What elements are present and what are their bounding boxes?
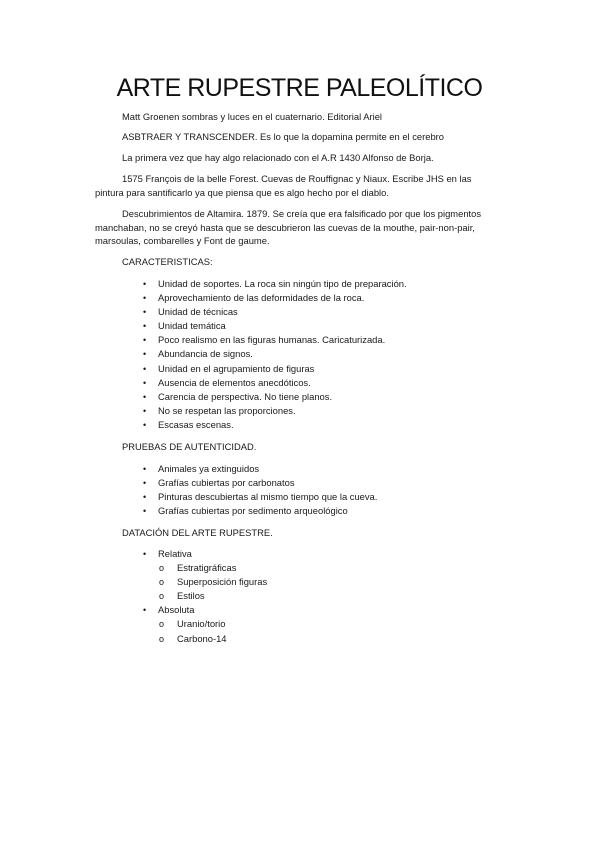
paragraph-abstraer: ASBTRAER Y TRANSCENDER. Es lo que la dopamina permite en el cerebro [122, 131, 445, 142]
list-item: • Pinturas descubiertas al mismo tiempo que la cueva. [140, 490, 377, 504]
heading-pruebas: PRUEBAS DE AUTENTICIDAD. [122, 441, 257, 452]
bullet-icon: • [143, 321, 147, 332]
list-item: • Grafías cubiertas por carbonatos [140, 476, 377, 490]
bullet-icon: • [143, 279, 147, 289]
circle-bullet-icon: o [159, 577, 165, 588]
list-item: • Abundancia de signos. [140, 347, 407, 361]
list-caracteristicas [140, 277, 407, 432]
bullet-icon: • [143, 293, 147, 304]
sublist-item: o Uranio/torio [156, 617, 267, 631]
list-item: • Ausencia de elementos anecdóticos. [140, 376, 407, 390]
sublist-item: o Superposición figuras [156, 575, 267, 589]
list-item: • Grafías cubiertas por sedimento arqueológico [140, 504, 377, 518]
circle-bullet-icon: o [159, 619, 165, 630]
sublist-item: o Estilos [156, 589, 267, 603]
list-pruebas [140, 462, 377, 518]
list-item-relativa: • Relativa [140, 547, 267, 561]
sublist-item: o Estratigráficas [156, 561, 267, 575]
list-item: • Poco realismo en las figuras humanas. Caricaturizada. [140, 333, 407, 347]
bullet-icon: • [143, 307, 147, 318]
list-item: • Unidad temática [140, 319, 407, 333]
paragraph-1575: 1575 François de la belle Forest. Cuevas de Rouffignac y Niaux. Escribe JHS en las pintura para santificarlo ya que piensa que es algo hecho por el diablo. [95, 173, 472, 198]
list-item: • Unidad de técnicas [140, 305, 407, 319]
paragraph-primera-vez: La primera vez que hay algo relacionado con el A.R 1430 Alfonso de Borja. [122, 152, 434, 163]
bullet-icon: • [143, 349, 147, 360]
bullet-icon: • [143, 492, 147, 503]
bullet-icon: • [143, 549, 147, 559]
bullet-icon: • [143, 419, 147, 430]
heading-datacion: DATACIÓN DEL ARTE RUPESTRE. [122, 527, 273, 538]
list-datacion [140, 547, 267, 646]
circle-bullet-icon: o [159, 563, 165, 574]
circle-bullet-icon: o [159, 633, 165, 644]
document-title: ARTE RUPESTRE PALEOLÍTICO [116, 74, 483, 102]
list-item-absoluta: • Absoluta [140, 603, 267, 617]
paragraph-altamira: Descubrimientos de Altamira. 1879. Se creía que era falsificado por que los pigmentos manchaban, no se creyó hasta que se descubrieron las cuevas de la mouthe, pair-non-pair, marsoulas, combarelles y Font de gaume. [95, 208, 482, 247]
bullet-icon: • [143, 405, 147, 416]
list-item: • No se respetan las proporciones. [140, 404, 407, 418]
list-item: • Carencia de perspectiva. No tiene planos. [140, 390, 407, 404]
bullet-icon: • [143, 464, 147, 474]
list-item: • Unidad de soportes. La roca sin ningún tipo de preparación. [140, 277, 407, 291]
paragraph-reference: Matt Groenen sombras y luces en el cuaternario. Editorial Ariel [122, 111, 383, 122]
bullet-icon: • [143, 478, 147, 489]
sublist-absoluta [156, 617, 267, 645]
sublist-container [140, 617, 267, 645]
bullet-icon: • [143, 363, 147, 374]
list-item: • Unidad en el agrupamiento de figuras [140, 362, 407, 376]
circle-bullet-icon: o [159, 591, 165, 602]
heading-caracteristicas: CARACTERISTICAS: [122, 256, 213, 267]
sublist-relativa [156, 561, 267, 603]
bullet-icon: • [143, 391, 147, 402]
sublist-item: o Carbono-14 [156, 632, 267, 646]
bullet-icon: • [143, 377, 147, 388]
bullet-icon: • [143, 335, 147, 346]
sublist-container [140, 561, 267, 603]
bullet-icon: • [143, 506, 147, 517]
list-item: • Escasas escenas. [140, 418, 407, 432]
list-item: • Animales ya extinguidos [140, 462, 377, 476]
bullet-icon: • [143, 605, 147, 616]
list-item: • Aprovechamiento de las deformidades de la roca. [140, 291, 407, 305]
